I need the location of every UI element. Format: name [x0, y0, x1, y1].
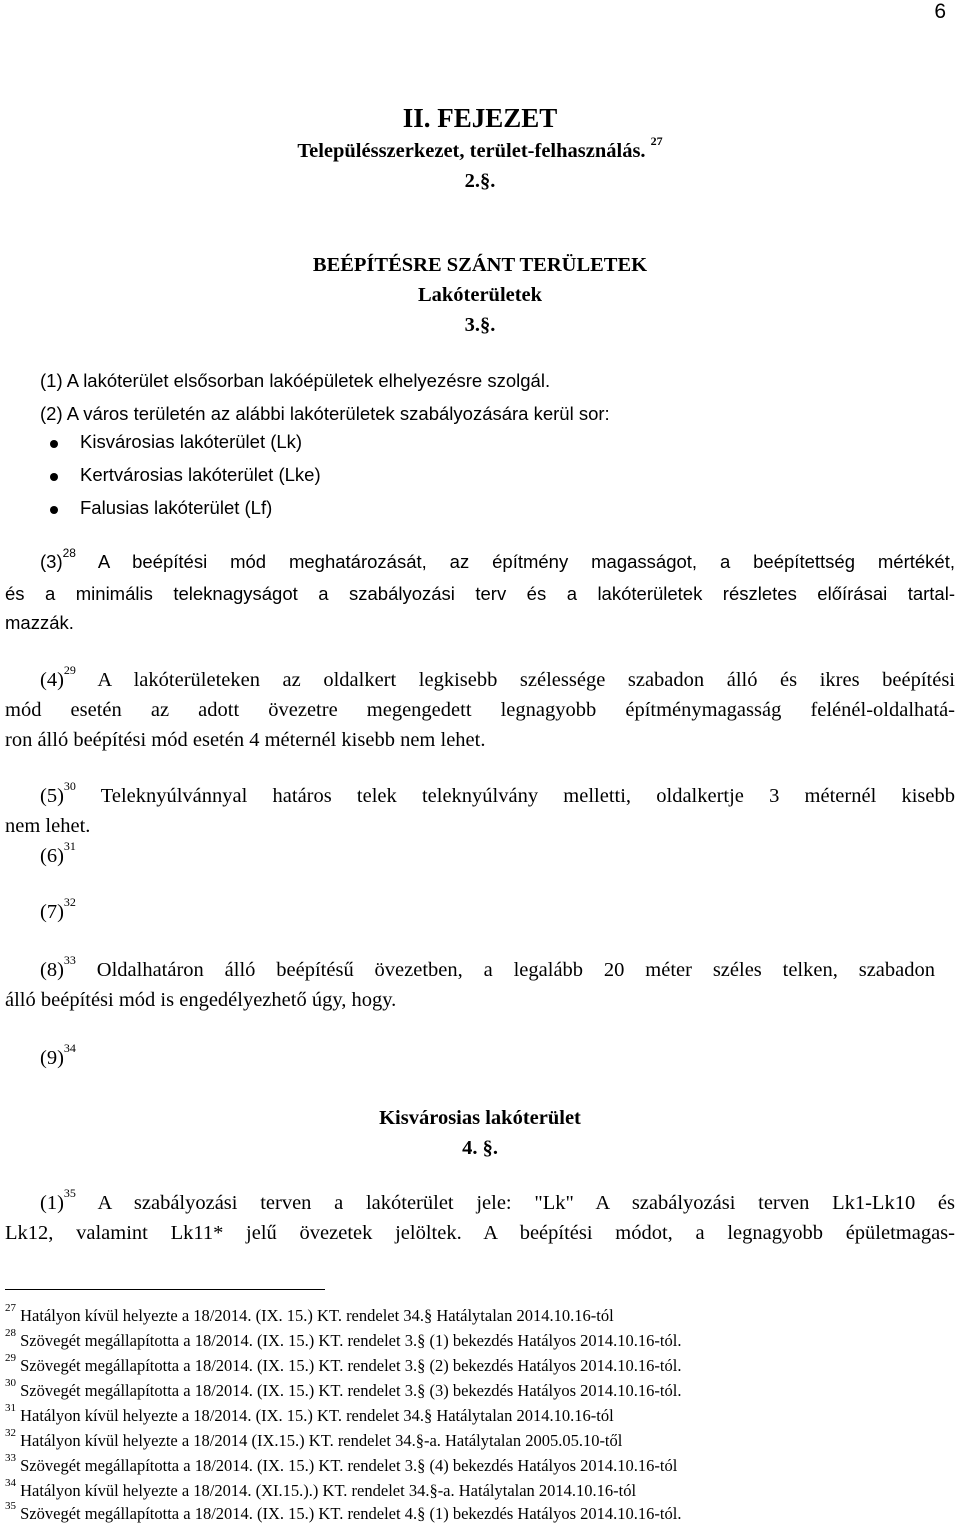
footnote-ref: 35: [63, 1186, 76, 1200]
paragraph-number: (1): [40, 1192, 64, 1214]
footnote-text: Szövegét megállapította a 18/2014. (IX. 15.) KT. rendelet 3.§ (1) bekezdés Hatályos 2014.10.16-tól.: [20, 1331, 682, 1350]
paragraph-number: (6): [40, 845, 64, 867]
chapter-title: II. FEJEZET: [402, 103, 558, 133]
footnote-number: 31: [5, 1402, 16, 1414]
footnote-text: Szövegét megállapította a 18/2014. (IX. 15.) KT. rendelet 3.§ (2) bekezdés Hatályos 2014.10.16-tól.: [20, 1356, 682, 1375]
footnote: [5, 1302, 614, 1325]
paragraph-3-line-3: mazzák.: [5, 612, 74, 633]
block-title: BEÉPÍTÉSRE SZÁNT TERÜLETEK: [312, 254, 648, 276]
footnote-number: 34: [5, 1477, 16, 1489]
footnote-ref: 29: [63, 663, 76, 677]
footnote: [5, 1327, 682, 1350]
list-item: Falusias lakóterület (Lf): [80, 497, 273, 518]
footnote-ref: 33: [63, 953, 76, 967]
paragraph-10-line-1: [40, 1186, 955, 1214]
footnote-text: Szövegét megállapította a 18/2014. (IX. 15.) KT. rendelet 3.§ (3) bekezdés Hatályos 2014.10.16-tól.: [20, 1381, 682, 1400]
paragraph-number: (7): [40, 901, 64, 923]
paragraph-1: (1) A lakóterület elsősorban lakóépületek elhelyezésre szolgál.: [40, 370, 551, 391]
paragraph-number: (3): [40, 551, 63, 572]
footnote-text: Szövegét megállapította a 18/2014. (IX. 15.) KT. rendelet 3.§ (4) bekezdés Hatályos 2014.10.16-tól: [20, 1456, 678, 1475]
footnote: [5, 1427, 623, 1450]
paragraph-9: [40, 1041, 76, 1069]
paragraph-8-line-2: álló beépítési mód is engedélyezhető úgy, hogy.: [5, 989, 397, 1011]
footnote-number: 28: [5, 1327, 16, 1339]
chapter-subtitle: [0, 134, 960, 163]
footnote-number: 33: [5, 1452, 16, 1464]
paragraph-number: (8): [40, 959, 64, 981]
footnote-number: 35: [5, 1500, 16, 1512]
paragraph-4-line-2: mód esetén az adott övezetre megengedett legnagyobb építménymagasság felénél-oldalhatá-: [5, 699, 955, 721]
footnote-number: 29: [5, 1352, 16, 1364]
paragraph-5-line-2: nem lehet.: [5, 815, 91, 837]
footnote-ref: 28: [62, 546, 76, 560]
footnote-text: Hatályon kívül helyezte a 18/2014 (IX.15.) KT. rendelet 34.§-a. Hatálytalan 2005.05.10-től: [20, 1431, 623, 1450]
bullet-icon: [50, 440, 58, 448]
paragraph-7: [40, 895, 76, 923]
subsection-title: Kisvárosias lakóterület: [379, 1107, 581, 1129]
footnote-number: 27: [5, 1302, 16, 1314]
paragraph-number: (9): [40, 1047, 64, 1069]
footnote-ref: 27: [650, 134, 663, 148]
paragraph-text: A lakóterületeken az oldalkert legkisebb szélessége szabadon álló és ikres beépítési: [97, 669, 955, 691]
bullet-icon: [50, 506, 58, 514]
bullet-icon: [50, 473, 58, 481]
footnote-divider: [5, 1289, 325, 1290]
footnote-number: 32: [5, 1427, 16, 1439]
section-number: 2.§.: [464, 170, 496, 192]
footnote-text: Hatályon kívül helyezte a 18/2014. (IX. 15.) KT. rendelet 34.§ Hatálytalan 2014.10.16-tól: [20, 1406, 614, 1425]
paragraph-3-line-2: és a minimális teleknagyságot a szabályozási terv és a lakóterületek részletes előírásai tartal-: [5, 583, 955, 604]
footnote: [5, 1452, 678, 1475]
paragraph-text: A beépítési mód meghatározását, az építmény magasságot, a beépítettség mértékét,: [97, 551, 955, 572]
footnote: [5, 1402, 614, 1425]
footnote-text: Hatályon kívül helyezte a 18/2014. (IX. 15.) KT. rendelet 34.§ Hatálytalan 2014.10.16-tól: [20, 1306, 614, 1325]
block-section: 3.§.: [464, 314, 496, 336]
footnote-ref: 32: [63, 895, 76, 909]
footnote-number: 30: [5, 1377, 16, 1389]
list-item: Kisvárosias lakóterület (Lk): [80, 431, 303, 452]
footnote: [5, 1477, 637, 1500]
footnote-text: Hatályon kívül helyezte a 18/2014. (XI.15.).) KT. rendelet 34.§-a. Hatálytalan 2014.10.16-tól: [20, 1481, 637, 1500]
subsection-number: 4. §.: [462, 1137, 498, 1159]
paragraph-4-line-1: [40, 663, 955, 691]
block-subtitle: Lakóterületek: [417, 284, 543, 306]
paragraph-8-line-1: [40, 953, 935, 981]
paragraph-3-line-1: [40, 546, 955, 572]
paragraph-number: (4): [40, 669, 64, 691]
paragraph-4-line-3: ron álló beépítési mód esetén 4 méternél kisebb nem lehet.: [5, 729, 486, 751]
footnote: [5, 1377, 682, 1400]
list-item: Kertvárosias lakóterület (Lke): [80, 464, 321, 485]
footnote: [5, 1500, 682, 1523]
paragraph-text: A szabályozási terven a lakóterület jele: "Lk" A szabályozási terven Lk1-Lk10 és: [97, 1192, 955, 1214]
chapter-subtitle-text: Településszerkezet, terület-felhasználás.: [297, 140, 646, 162]
paragraph-text: Oldalhatáron álló beépítésű övezetben, a legalább 20 méter széles telken, szabadon: [96, 959, 935, 981]
paragraph-number: (5): [40, 785, 64, 807]
footnote-ref: 34: [63, 1041, 76, 1055]
paragraph-6: [40, 839, 76, 867]
paragraph-10-line-2: Lk12, valamint Lk11* jelű övezetek jelöltek. A beépítési módot, a legnagyobb épületmagas-: [5, 1222, 955, 1244]
footnote-ref: 31: [63, 839, 76, 853]
paragraph-text: Teleknyúlvánnyal határos telek teleknyúlvány melletti, oldalkertje 3 méternél kisebb: [100, 785, 955, 807]
paragraph-5-line-1: [40, 779, 955, 807]
footnote: [5, 1352, 682, 1375]
paragraph-2: (2) A város területén az alábbi lakóterületek szabályozására kerül sor:: [40, 403, 610, 424]
footnote-ref: 30: [63, 779, 76, 793]
footnote-text: Szövegét megállapította a 18/2014. (IX. 15.) KT. rendelet 4.§ (1) bekezdés Hatályos 2014.10.16-tól.: [20, 1504, 682, 1523]
page-number: 6: [934, 0, 946, 23]
